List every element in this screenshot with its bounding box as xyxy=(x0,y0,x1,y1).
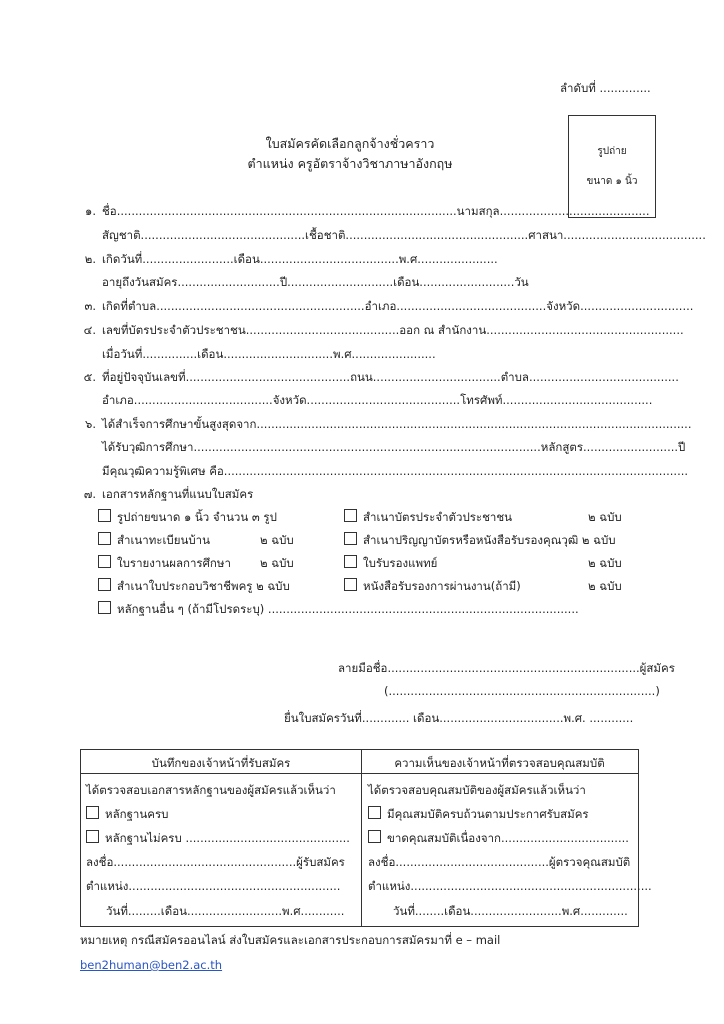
note: หมายเหตุ กรณีสมัครออนไลน์ ส่งใบสมัครและเอกสารประกอบการสมัครมาที่ e – mail xyxy=(80,933,501,947)
item-5-address xyxy=(74,369,679,387)
doc-label: หลักฐานอื่น ๆ (ถ้ามีโปรดระบุ) ..................................................................................... xyxy=(117,602,579,616)
applicant-name-parentheses: (.........................................................................) xyxy=(384,684,660,698)
doc-qty: ๒ ฉบับ xyxy=(588,579,622,593)
doc-label: หนังสือรับรองการผ่านงาน(ถ้ามี) xyxy=(363,579,521,593)
checkbox[interactable] xyxy=(86,830,99,843)
checkbox[interactable] xyxy=(344,578,357,591)
item-number: ๒. xyxy=(84,252,96,266)
checker-signature: ลงชื่อ..........................................ผู้ตรวจคุณสมบัติ xyxy=(368,855,631,869)
submission-date: ยื่นใบสมัครวันที่............. เดือน..................................พ.ศ. ............ xyxy=(284,711,634,725)
doc-qty: ๒ ฉบับ xyxy=(588,510,622,524)
doc-degree-copy[interactable] xyxy=(344,532,616,550)
birthplace-field: เกิดที่ตำบล.........................................................อำเภอ.........................................จังหวัด............................... xyxy=(102,299,694,313)
receiver-position: ตำแหน่ง.......................................................... xyxy=(86,879,341,893)
receiver-complete[interactable] xyxy=(86,806,168,824)
item-2-birthdate xyxy=(74,251,498,269)
option-label: ขาดคุณสมบัติเนื่องจาก................................... xyxy=(387,831,629,845)
doc-label: สำเนาบัตรประจำตัวประชาชน xyxy=(363,510,513,524)
receiver-intro: ได้ตรวจสอบเอกสารหลักฐานของผู้สมัครแล้วเห็นว่า xyxy=(86,783,336,797)
checker-intro: ได้ตรวจสอบคุณสมบัติของผู้สมัครแล้วเห็นว่า xyxy=(368,783,586,797)
item-2-age: อายุถึงวันสมัคร............................ปี.............................เดือน..........................วัน xyxy=(102,275,529,289)
doc-label: สำเนาทะเบียนบ้าน xyxy=(117,533,210,547)
doc-qty: ๒ ฉบับ xyxy=(260,533,294,547)
address-field: ที่อยู่ปัจจุบันเลขที่.............................................ถนน...................................ตำบล......................................... xyxy=(102,370,679,384)
doc-house-registration[interactable] xyxy=(98,532,210,550)
item-4-issue-date: เมื่อวันที่...............เดือน..............................พ.ศ....................... xyxy=(102,347,436,361)
doc-label: ใบรับรองแพทย์ xyxy=(363,556,438,570)
item-number: ๖. xyxy=(85,417,96,431)
item-number: ๔. xyxy=(83,323,96,337)
doc-transcript[interactable] xyxy=(98,555,231,573)
doc-teaching-license[interactable] xyxy=(98,578,290,596)
order-number: ลำดับที่ .............. xyxy=(560,81,651,95)
checker-date: วันที่........เดือน.........................พ.ศ............. xyxy=(393,904,628,918)
checker-qualified[interactable] xyxy=(368,806,589,824)
item-6-degree: ได้รับวุฒิการศึกษา...............................................................................................หลักสูตร..........................ปี xyxy=(102,440,686,454)
item-6-education xyxy=(74,416,691,434)
email-link[interactable]: ben2human@ben2.ac.th xyxy=(80,958,223,972)
checkbox[interactable] xyxy=(98,532,111,545)
checkbox[interactable] xyxy=(98,578,111,591)
checkbox[interactable] xyxy=(98,555,111,568)
doc-work-certificate[interactable] xyxy=(344,578,521,596)
education-field: ได้สำเร็จการศึกษาขั้นสูงสุดจาก....................................................................................................................... xyxy=(102,417,692,431)
photo-label: รูปถ่าย xyxy=(597,146,627,157)
applicant-signature: ลายมือชื่อ.....................................................................ผู้สมัคร xyxy=(338,661,675,675)
doc-qty: ๒ ฉบับ xyxy=(588,556,622,570)
receiver-date: วันที่.........เดือน..........................พ.ศ............ xyxy=(106,904,345,918)
official-use-table xyxy=(80,749,652,927)
doc-label: สำเนาปริญญาบัตรหรือหนังสือรับรองคุณวุฒิ ๒ ฉบับ xyxy=(363,533,616,547)
item-7-documents xyxy=(74,486,253,504)
receiver-incomplete[interactable] xyxy=(86,830,350,848)
item-3-birthplace xyxy=(74,298,693,316)
form-subtitle: ตำแหน่ง ครูอัตราจ้างวิชาภาษาอังกฤษ xyxy=(247,156,453,171)
id-card-field: เลขที่บัตรประจำตัวประชาชน..........................................ออก ณ สำนักงาน...................................................... xyxy=(102,323,684,337)
item-1-nationality: สัญชาติ.............................................เชื้อชาติ..................................................ศาสนา....................................... xyxy=(102,228,706,242)
checkbox[interactable] xyxy=(368,830,381,843)
option-label: มีคุณสมบัติครบถ้วนตามประกาศรับสมัคร xyxy=(387,807,589,821)
item-1-name xyxy=(74,203,649,221)
checker-header: ความเห็นของเจ้าหน้าที่ตรวจสอบคุณสมบัติ xyxy=(394,756,605,770)
item-number: ๗. xyxy=(83,487,96,501)
doc-label: รูปถ่ายขนาด ๑ นิ้ว จำนวน ๓ รูป xyxy=(117,510,277,524)
birthdate-field: เกิดวันที่.........................เดือน......................................พ.ศ...................... xyxy=(102,252,498,266)
item-5-district: อำเภอ......................................จังหวัด..........................................โทรศัพท์......................................... xyxy=(102,393,653,407)
item-4-id-card xyxy=(74,322,684,340)
checkbox[interactable] xyxy=(368,806,381,819)
doc-photo[interactable] xyxy=(98,509,277,527)
option-label: หลักฐานครบ xyxy=(105,807,169,821)
checker-unqualified[interactable] xyxy=(368,830,629,848)
doc-id-card-copy[interactable] xyxy=(344,509,512,527)
checkbox[interactable] xyxy=(344,532,357,545)
doc-label: ใบรายงานผลการศึกษา xyxy=(117,556,231,570)
item-number: ๕. xyxy=(83,370,96,384)
checkbox[interactable] xyxy=(344,509,357,522)
documents-heading: เอกสารหลักฐานที่แนบใบสมัคร xyxy=(102,487,254,501)
photo-size-label: ขนาด ๑ นิ้ว xyxy=(586,176,638,187)
doc-qty: ๒ ฉบับ xyxy=(260,556,294,570)
checkbox[interactable] xyxy=(98,509,111,522)
receiver-signature: ลงชื่อ..................................................ผู้รับสมัคร xyxy=(86,855,345,869)
name-field: ชื่อ.............................................................................................นามสกุล......................................... xyxy=(102,204,650,218)
checkbox[interactable] xyxy=(98,601,111,614)
doc-other[interactable] xyxy=(98,601,579,619)
checkbox[interactable] xyxy=(344,555,357,568)
item-6-special-skills: มีคุณวุฒิความรู้พิเศษ คือ............................................................................................................................... xyxy=(102,464,689,478)
option-label: หลักฐานไม่ครบ ............................................. xyxy=(105,831,350,845)
receiver-header: บันทึกของเจ้าหน้าที่รับสมัคร xyxy=(151,756,291,770)
form-title: ใบสมัครคัดเลือกลูกจ้างชั่วคราว xyxy=(265,136,435,151)
checkbox[interactable] xyxy=(86,806,99,819)
doc-medical-certificate[interactable] xyxy=(344,555,437,573)
item-number: ๑. xyxy=(85,204,96,218)
checker-position: ตำแหน่ง.................................................................. xyxy=(368,879,652,893)
item-number: ๓. xyxy=(84,299,96,313)
doc-label: สำเนาใบประกอบวิชาชีพครู ๒ ฉบับ xyxy=(117,579,290,593)
